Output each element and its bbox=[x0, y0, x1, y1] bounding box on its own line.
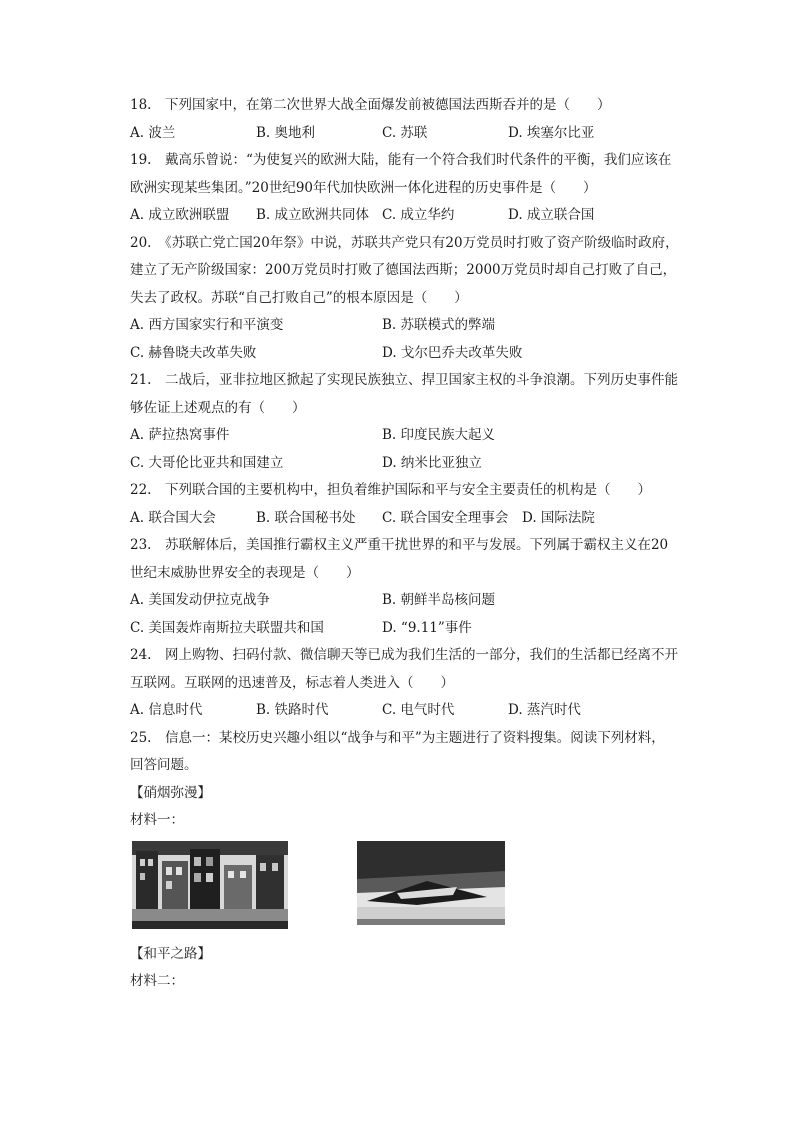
question-20-stem-line-1: 20. 《苏联亡党亡国20年祭》中说，苏联共产党只有20万党员时打败了资产阶级临时政府， bbox=[130, 234, 679, 251]
question-20-options-row-2 bbox=[130, 340, 690, 368]
option-d: D. 国际法院 bbox=[522, 509, 595, 526]
question-25-stem-line-1: 25. 信息一：某校历史兴趣小组以“战争与和平”为主题进行了资料搜集。阅读下列材料， bbox=[130, 729, 665, 746]
option-c: C. 联合国安全理事会 bbox=[382, 509, 509, 526]
option-d: D. 成立联合国 bbox=[508, 207, 595, 223]
option-b: B. 铁路时代 bbox=[256, 702, 329, 718]
option-a: A. 联合国大会 bbox=[130, 509, 216, 526]
question-content bbox=[130, 92, 690, 996]
section-heading-peace: 【和平之路】 bbox=[130, 945, 211, 962]
question-19-stem-line-2: 欧洲实现某些集团。”20世纪90年代加快欧洲一体化进程的历史事件是（ ） bbox=[130, 179, 597, 196]
option-c: C. 成立华约 bbox=[382, 207, 455, 223]
option-c: C. 电气时代 bbox=[382, 702, 455, 718]
option-b: B. 苏联模式的弊端 bbox=[382, 317, 496, 333]
aircraft-photo bbox=[357, 841, 505, 925]
material-two-label: 材料二： bbox=[130, 973, 184, 989]
option-a: A. 信息时代 bbox=[130, 702, 203, 718]
question-24-stem-line-1: 24. 网上购物、扫码付款、微信聊天等已成为我们生活的一部分，我们的生活都已经离不开 bbox=[130, 647, 678, 663]
option-c: C. 美国轰炸南斯拉夫联盟共和国 bbox=[130, 619, 324, 636]
question-22-options bbox=[130, 505, 690, 533]
option-a: A. 波兰 bbox=[130, 124, 176, 141]
option-b: B. 成立欧洲共同体 bbox=[256, 207, 370, 223]
question-20-stem-line-3: 失去了政权。苏联“自己打败自己”的根本原因是（ ） bbox=[130, 289, 468, 306]
material-one-photos bbox=[130, 841, 690, 937]
question-21-stem-line-1: 21. 二战后，亚非拉地区掀起了实现民族独立、捍卫国家主权的斗争浪潮。下列历史事件能 bbox=[130, 372, 678, 388]
question-20-options-row-1 bbox=[130, 312, 690, 340]
option-b: B. 联合国秘书处 bbox=[256, 509, 356, 526]
question-25-stem-line-2: 回答问题。 bbox=[130, 757, 198, 773]
question-24-stem-line-2: 互联网。互联网的迅速普及，标志着人类进入（ ） bbox=[130, 674, 454, 691]
question-19-stem-line-1: 19. 戴高乐曾说：“为使复兴的欧洲大陆，能有一个符合我们时代条件的平衡，我们应该在 bbox=[130, 152, 672, 168]
material-one-label: 材料一： bbox=[130, 812, 184, 828]
option-a: A. 成立欧洲联盟 bbox=[130, 207, 230, 223]
question-23-options-row-1 bbox=[130, 587, 690, 615]
option-a: A. 西方国家实行和平演变 bbox=[130, 317, 284, 333]
option-c: C. 赫鲁晓夫改革失败 bbox=[130, 344, 257, 361]
question-20-stem-line-2: 建立了无产阶级国家：200万党员时打败了德国法西斯；2000万党员时却自己打败了自己， bbox=[130, 262, 677, 278]
question-23-stem-line-2: 世纪末威胁世界安全的表现是（ ） bbox=[130, 564, 360, 581]
section-heading-smoke: 【硝烟弥漫】 bbox=[130, 784, 211, 801]
question-23-options-row-2 bbox=[130, 615, 690, 643]
option-b: B. 奥地利 bbox=[256, 124, 316, 141]
option-a: A. 美国发动伊拉克战争 bbox=[130, 592, 270, 608]
question-21-options-row-1 bbox=[130, 422, 690, 450]
option-c: C. 大哥伦比亚共和国建立 bbox=[130, 454, 284, 471]
option-b: B. 印度民族大起义 bbox=[382, 427, 496, 443]
option-a: A. 萨拉热窝事件 bbox=[130, 427, 230, 443]
question-19-options bbox=[130, 202, 690, 230]
question-24-options bbox=[130, 697, 690, 725]
option-d: D. 蒸汽时代 bbox=[508, 702, 581, 718]
question-23-stem-line-1: 23. 苏联解体后，美国推行霸权主义严重干扰世界的和平与发展。下列属于霸权主义在20 bbox=[130, 537, 669, 553]
question-18-stem: 18. 下列国家中，在第二次世界大战全面爆发前被德国法西斯吞并的是（ ） bbox=[130, 97, 611, 113]
option-d: D. 纳米比亚独立 bbox=[382, 454, 482, 471]
option-b: B. 朝鲜半岛核问题 bbox=[382, 592, 496, 608]
option-c: C. 苏联 bbox=[382, 124, 428, 141]
option-d: D. “9.11”事件 bbox=[382, 619, 472, 636]
war-ruins-photo bbox=[132, 841, 288, 929]
option-d: D. 埃塞尔比亚 bbox=[508, 124, 595, 141]
question-21-options-row-2 bbox=[130, 450, 690, 478]
question-21-stem-line-2: 够佐证上述观点的有（ ） bbox=[130, 399, 306, 416]
question-18-options bbox=[130, 120, 690, 148]
question-22-stem: 22. 下列联合国的主要机构中，担负着维护国际和平与安全主要责任的机构是（ ） bbox=[130, 482, 651, 498]
option-d: D. 戈尔巴乔夫改革失败 bbox=[382, 344, 523, 361]
